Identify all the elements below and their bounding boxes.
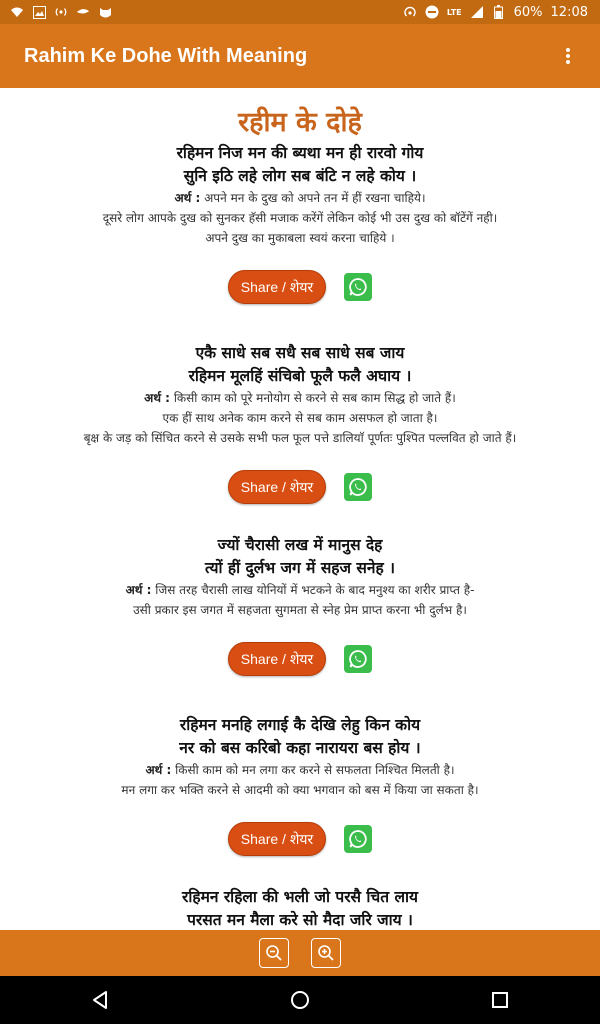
doha-line: रहिमन मनहि लगाई कै देखि लेहु किन कोय <box>179 716 421 734</box>
share-button[interactable]: Share / शेयर <box>228 642 326 676</box>
meaning-prefix: अर्थ : <box>125 583 152 597</box>
share-button[interactable]: Share / शेयर <box>228 822 326 856</box>
whatsapp-icon <box>348 649 368 669</box>
battery-percent: 60% <box>513 4 543 20</box>
doha-card <box>0 342 600 504</box>
cat-icon <box>98 5 112 19</box>
cell-signal-icon <box>470 5 484 19</box>
doha-card <box>0 142 600 304</box>
battery-icon <box>492 5 506 19</box>
meaning-prefix: अर्थ : <box>144 391 170 405</box>
meaning-text: किसी काम को मन लगा कर करने से सफलता निश्चित मिलती है। <box>175 763 455 777</box>
zoom-out-icon[interactable] <box>259 938 289 968</box>
meaning-line <box>0 388 600 408</box>
page-heading: रहीम के दोहे <box>238 107 362 138</box>
doha-actions <box>0 470 600 504</box>
whatsapp-icon <box>348 829 368 849</box>
whatsapp-icon <box>348 477 368 497</box>
back-icon[interactable] <box>76 976 124 1024</box>
doha-line: ज्यों चैरासी लख में मानुस देह <box>217 536 383 554</box>
doha-line: रहिमन रहिला की भली जो परसै चित लाय <box>181 888 419 906</box>
zoom-in-icon[interactable] <box>311 938 341 968</box>
whatsapp-share-button[interactable] <box>344 645 372 673</box>
whatsapp-share-button[interactable] <box>344 473 372 501</box>
recents-icon[interactable] <box>476 976 524 1024</box>
doha-line: रहिमन निज मन की ब्यथा मन ही रारवो गोय <box>176 144 424 162</box>
zoom-toolbar <box>0 930 600 976</box>
app-bar <box>0 24 600 88</box>
meaning-line <box>0 188 600 208</box>
meaning-text: किसी काम को पूरे मनोयोग से करने से सब काम सिद्ध हो जाते हैं। <box>173 391 456 405</box>
status-bar <box>0 0 600 24</box>
meaning-line: एक हीं साथ अनेक काम करने से सब काम असफल हो जाता है। <box>162 411 438 425</box>
overflow-menu-icon[interactable] <box>548 36 588 76</box>
home-icon[interactable] <box>276 976 324 1024</box>
doha-card <box>0 714 600 856</box>
meaning-text: जिस तरह चैरासी लाख योनियों में भटकने के बाद मनुश्य का शरीर प्राप्त है- <box>155 583 475 597</box>
signal-broadcast-icon <box>403 5 417 19</box>
doha-card <box>0 534 600 676</box>
gallery-icon <box>32 5 46 19</box>
whatsapp-share-button[interactable] <box>344 273 372 301</box>
bird-icon <box>76 5 90 19</box>
share-button[interactable]: Share / शेयर <box>228 270 326 304</box>
doha-line: सुनि इठि लहे लोग सब बंटि न लहे कोय । <box>183 167 417 185</box>
meaning-line: अपने दुख का मुकाबला स्वयं करना चाहिये । <box>205 231 395 245</box>
system-nav-bar <box>0 976 600 1024</box>
doha-actions <box>0 642 600 676</box>
meaning-line: बृक्ष के जड़ को सिंचित करने से उसके सभी फल फूल पत्ते डालियाॅ पूर्णतः पुश्पित पल्लवित हो जाते हैं। <box>83 431 517 445</box>
dohe-list[interactable] <box>0 88 600 930</box>
doha-line: त्यों हीं दुर्लभ जग में सहज सनेह । <box>204 559 396 577</box>
meaning-line <box>0 580 600 600</box>
doha-line: नर को बस करिबो कहा नारायरा बस होय । <box>179 739 421 757</box>
doha-line: परसत मन मैला करे सो मैदा जरि जाय । <box>187 911 413 929</box>
doha-actions <box>0 822 600 856</box>
meaning-text: अपने मन के दुख को अपने तन में हीं रखना चाहिये। <box>204 191 426 205</box>
whatsapp-icon <box>348 277 368 297</box>
doha-line: एकै साधे सब सधै सब साधे सब जाय <box>195 344 405 362</box>
clock: 12:08 <box>550 4 588 20</box>
meaning-line: दूसरे लोग आपके दुख को सुनकर हॅसी मजाक करेंगें लेकिन कोई भी उस दुख को बॉटेंगें नही। <box>102 211 498 225</box>
share-button[interactable]: Share / शेयर <box>228 470 326 504</box>
network-type: LTE <box>446 7 462 17</box>
whatsapp-share-button[interactable] <box>344 825 372 853</box>
doha-card <box>0 886 600 930</box>
do-not-disturb-icon <box>425 5 439 19</box>
meaning-line: मन लगा कर भक्ति करने से आदमी को क्या भगवान को बस में किया जा सकता है। <box>121 783 479 797</box>
meaning-line: उसी प्रकार इस जगत में सहजता सुगमता से स्नेह प्रेम प्राप्त करना भी दुर्लभ है। <box>133 603 467 617</box>
app-title: Rahim Ke Dohe With Meaning <box>24 44 308 67</box>
meaning-prefix: अर्थ : <box>145 763 172 777</box>
doha-actions <box>0 270 600 304</box>
wifi-icon <box>10 5 24 19</box>
hotspot-icon <box>54 5 68 19</box>
meaning-line <box>0 760 600 780</box>
doha-line: रहिमन मूलहिं संचिबो फूलै फलै अघाय । <box>188 367 412 385</box>
meaning-prefix: अर्थ : <box>174 191 201 205</box>
